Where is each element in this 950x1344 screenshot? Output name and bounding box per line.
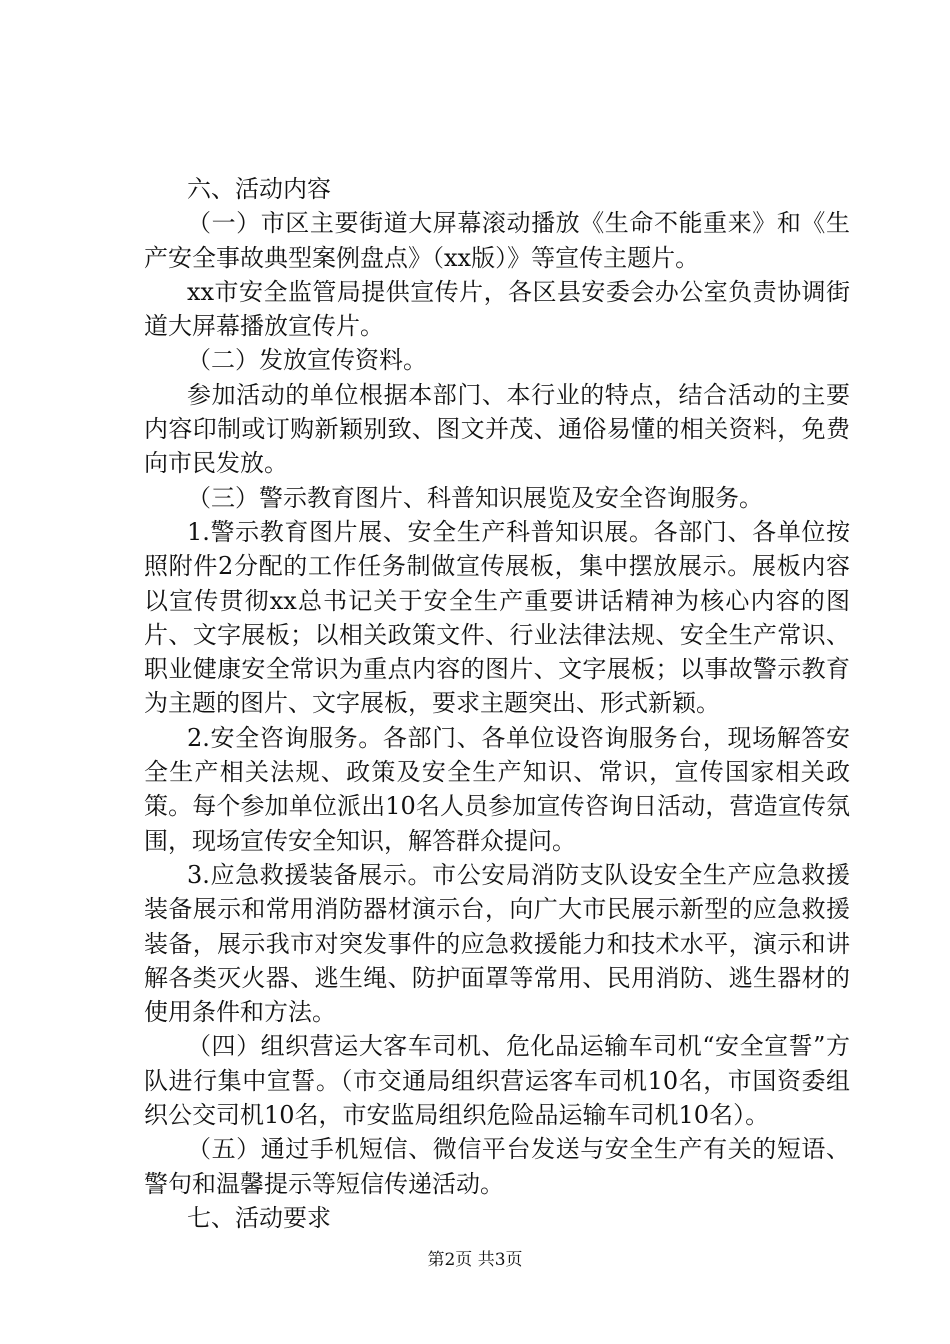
paragraph-item-3-point-1: 1.警示教育图片展、安全生产科普知识展。各部门、各单位按照附件2分配的工作任务制做宣传展板，集中摆放展示。展板内容以宣传贯彻xx总书记关于安全生产重要讲话精神为核心内容的图片、文字展板；以相关政策文件、行业法律法规、安全生产常识、职业健康安全常识为重点内容的图片、文字展板；以事故警示教育为主题的图片、文字展板，要求主题突出、形式新颖。 <box>144 517 850 718</box>
document-body <box>144 172 850 1235</box>
paragraph-item-1: （一）市区主要街道大屏幕滚动播放《生命不能重来》和《生产安全事故典型案例盘点》（xx版）》等宣传主题片。 <box>144 209 850 272</box>
page-footer: 第2页 共3页 <box>427 1250 523 1270</box>
paragraph-item-5: （五）通过手机短信、微信平台发送与安全生产有关的短语、警句和温馨提示等短信传递活动。 <box>144 1135 850 1198</box>
section-heading-activity-requirements: 七、活动要求 <box>187 1203 331 1232</box>
paragraph-item-1-detail: xx市安全监管局提供宣传片，各区县安委会办公室负责协调街道大屏幕播放宣传片。 <box>144 277 850 341</box>
paragraph-item-2: （二）发放宣传资料。 <box>187 346 427 375</box>
section-heading-activity-content: 六、活动内容 <box>187 175 331 203</box>
paragraph-item-3-point-2: 2.安全咨询服务。各部门、各单位设咨询服务台，现场解答安全生产相关法规、政策及安全生产知识、常识，宣传国家相关政策。每个参加单位派出10名人员参加宣传咨询日活动，营造宣传氛围，现场宣传安全知识，解答群众提问。 <box>144 723 850 855</box>
paragraph-item-2-detail: 参加活动的单位根据本部门、本行业的特点，结合活动的主要内容印制或订购新颖别致、图文并茂、通俗易懂的相关资料，免费向市民发放。 <box>144 380 850 478</box>
paragraph-item-3-point-3: 3.应急救援装备展示。市公安局消防支队设安全生产应急救援装备展示和常用消防器材演示台，向广大市民展示新型的应急救援装备，展示我市对突发事件的应急救援能力和技术水平，演示和讲解各类灭火器、逃生绳、防护面罩等常用、民用消防、逃生器材的使用条件和方法。 <box>144 860 850 1027</box>
paragraph-item-4: （四）组织营运大客车司机、危化品运输车司机“安全宣誓”方队进行集中宣誓。（市交通局组织营运客车司机10名，市国资委组织公交司机10名，市安监局组织危险品运输车司机10名）。 <box>144 1032 850 1130</box>
paragraph-item-3: （三）警示教育图片、科普知识展览及安全咨询服务。 <box>187 483 763 512</box>
